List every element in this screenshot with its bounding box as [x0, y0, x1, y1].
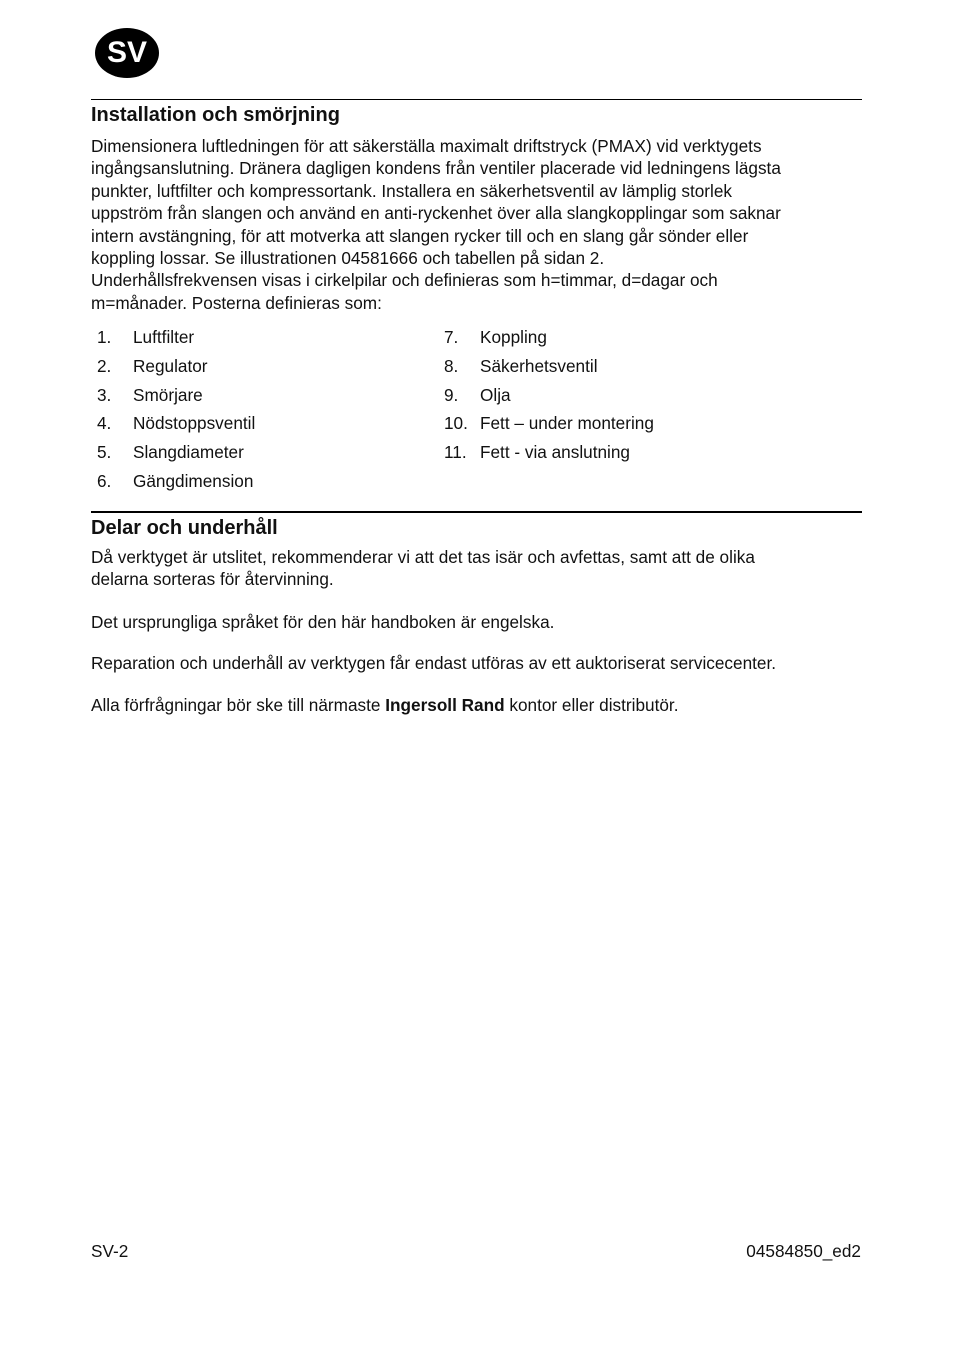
list-item-label: Fett – under montering — [480, 413, 654, 434]
list-item-label: Slangdiameter — [133, 442, 244, 463]
list-item — [97, 384, 255, 413]
list-item — [97, 441, 255, 470]
footer-page-number: SV-2 — [91, 1241, 129, 1261]
list-item — [444, 326, 654, 355]
list-item-label: Olja — [480, 384, 511, 405]
list-item-number: 2. — [97, 355, 112, 376]
parts-paragraph — [91, 546, 866, 591]
section-divider-parts — [91, 511, 862, 513]
list-item-label: Nödstoppsventil — [133, 413, 256, 434]
list-item-number: 6. — [97, 470, 112, 491]
list-item-label: Luftfilter — [133, 327, 195, 347]
item-list-right — [444, 326, 654, 470]
list-item — [97, 470, 255, 499]
paragraph-line: Då verktyget är utslitet, rekommenderar vi att det tas isär och avfettas, samt att de olika — [91, 547, 755, 567]
list-item — [444, 384, 654, 413]
list-item — [97, 326, 255, 355]
paragraph-line: punkter, luftfilter och kompressortank. Installera en säkerhetsventil av lämplig storlek — [91, 180, 733, 201]
inquiry-text-after: kontor eller distributör. — [504, 695, 679, 715]
list-item-label: Gängdimension — [133, 470, 254, 491]
list-item-number: 5. — [97, 442, 112, 463]
paragraph-line: intern avstängning, för att motverka att slangen rycker till och en slang går sönder eller — [91, 225, 749, 246]
section-divider-installation — [91, 99, 862, 100]
list-item — [444, 355, 654, 384]
list-item-number: 8. — [444, 355, 459, 376]
inquiry-text-before: Alla förfrågningar bör ske till närmaste — [91, 695, 386, 715]
list-item-number: 3. — [97, 384, 112, 405]
paragraph-line: m=månader. Posterna definieras som: — [91, 292, 382, 313]
list-item — [444, 412, 654, 441]
heading-installation: Installation och smörjning — [91, 104, 340, 126]
list-item-label: Fett - via anslutning — [480, 442, 630, 463]
paragraph-line: koppling lossar. Se illustrationen 04581666 och tabellen på sidan 2. — [91, 248, 605, 269]
list-item-number: 10. — [444, 413, 468, 434]
list-item-number: 1. — [97, 327, 112, 347]
installation-paragraph — [91, 135, 866, 314]
list-item-number: 11. — [444, 442, 467, 463]
paragraph-line: delarna sorteras för återvinning. — [91, 569, 334, 590]
paragraph-line: Underhållsfrekvensen visas i cirkelpilar och definieras som h=timmar, d=dagar och — [91, 270, 718, 291]
list-item-label: Smörjare — [133, 384, 203, 405]
item-list-left — [97, 326, 255, 499]
heading-parts-maintenance: Delar och underhåll — [91, 517, 278, 539]
list-item — [444, 441, 654, 470]
list-item — [97, 355, 255, 384]
list-item-label: Koppling — [480, 327, 547, 347]
list-item-number: 4. — [97, 413, 112, 434]
list-item-number: 7. — [444, 327, 459, 347]
paragraph-line: uppström från slangen och använd en anti-ryckenhet över alla slangkopplingar som saknar — [91, 203, 781, 224]
language-note: Det ursprungliga språket för den här handboken är engelska. — [91, 612, 555, 632]
paragraph-line: ingångsanslutning. Dränera dagligen kondens från ventiler placerade vid ledningens lägsta — [91, 158, 781, 179]
list-item-label: Regulator — [133, 355, 208, 376]
inquiry-note — [91, 694, 866, 716]
list-item — [97, 412, 255, 441]
footer-doc-id: 04584850_ed2 — [746, 1241, 861, 1261]
list-item-number: 9. — [444, 384, 459, 405]
repair-note: Reparation och underhåll av verktygen får endast utföras av ett auktoriserat servicecenter. — [91, 653, 777, 673]
brand-name: Ingersoll Rand — [385, 695, 505, 715]
paragraph-line: Dimensionera luftledningen för att säkerställa maximalt driftstryck (PMAX) vid verktygets — [91, 136, 762, 156]
list-item-label: Säkerhetsventil — [480, 355, 598, 376]
language-badge: SV — [95, 28, 159, 78]
